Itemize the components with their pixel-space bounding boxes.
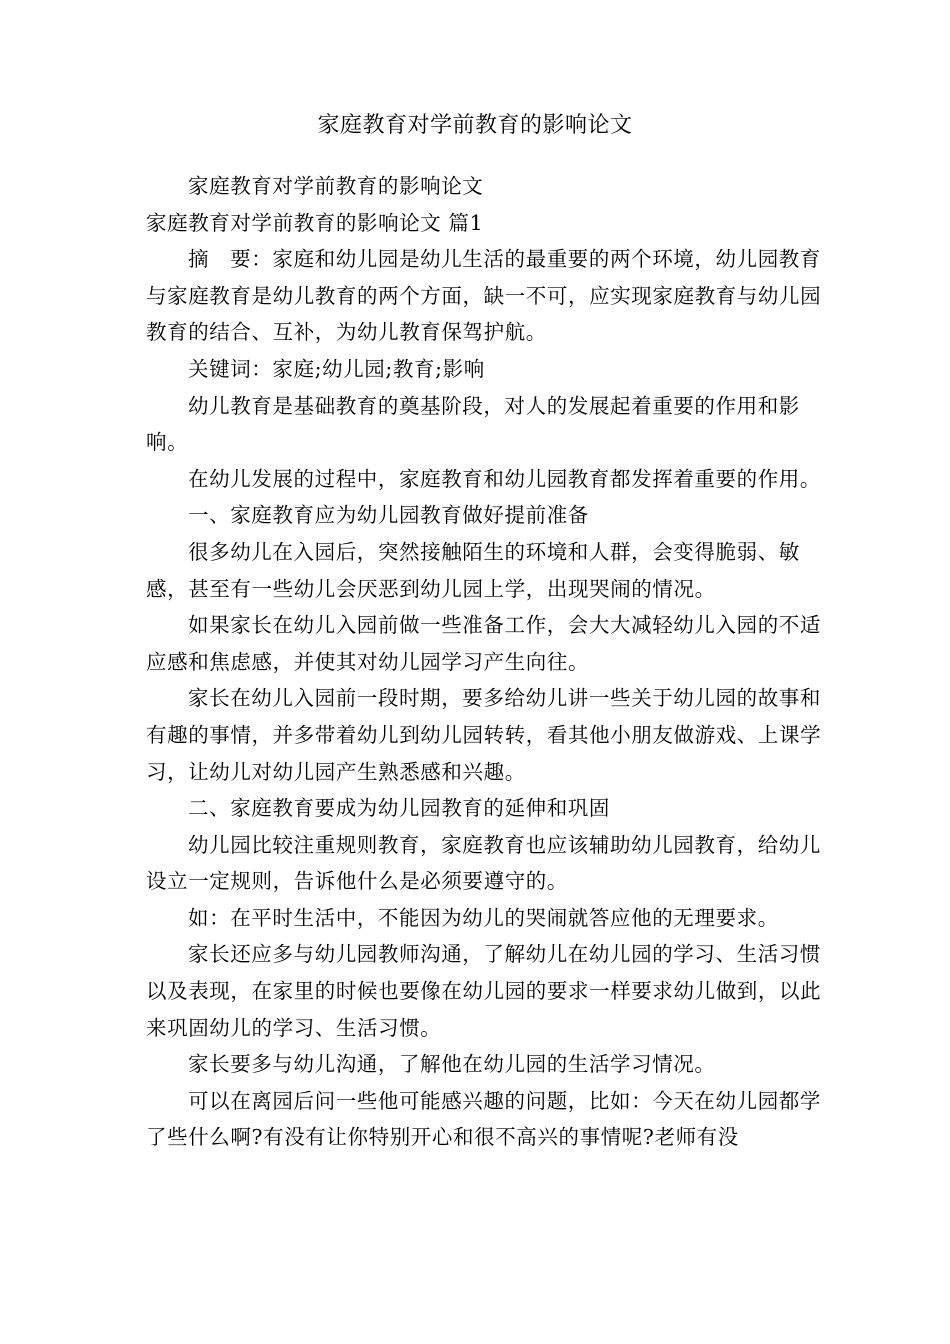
paragraph: 家长要多与幼儿沟通，了解他在幼儿园的生活学习情况。	[188, 1052, 716, 1077]
paragraph: 家长在幼儿入园前一段时期，要多给幼儿讲一些关于幼儿园的故事和有趣的事情，并多带着幼儿到幼儿园转转，看其他小朋友做游戏、上课学习，让幼儿对幼儿园产生熟悉感和兴趣。	[146, 686, 822, 784]
paragraph: 如果家长在幼儿入园前做一些准备工作，会大大减轻幼儿入园的不适应感和焦虑感，并使其对幼儿园学习产生向往。	[146, 613, 821, 674]
paragraph: 家庭教育对学前教育的影响论文	[188, 174, 484, 198]
section-heading: 二、家庭教育要成为幼儿园教育的延伸和巩固	[188, 796, 610, 821]
document-title: 家庭教育对学前教育的影响论文	[317, 113, 633, 138]
paragraph: 幼儿教育是基础教育的奠基阶段，对人的发展起着重要的作用和影响。	[146, 393, 800, 455]
section-heading: 一、家庭教育应为幼儿园教育做好提前准备	[188, 503, 589, 528]
abstract-paragraph: 摘 要：家庭和幼儿园是幼儿生活的最重要的两个环境，幼儿园教育与家庭教育是幼儿教育的两个方面，缺一不可，应实现家庭教育与幼儿园教育的结合、互补，为幼儿教育保驾护航。	[146, 247, 822, 345]
paragraph: 如：在平时生活中，不能因为幼儿的哭闹就答应他的无理要求。	[188, 905, 779, 930]
paragraph: 可以在离园后问一些他可能感兴趣的问题，比如：今天在幼儿园都学了些什么啊?有没有让你特别开心和很不高兴的事情呢?老师有没	[146, 1088, 821, 1150]
paragraph: 家庭教育对学前教育的影响论文 篇1	[146, 210, 484, 235]
paragraph: 在幼儿发展的过程中，家庭教育和幼儿园教育都发挥着重要的作用。	[188, 466, 821, 491]
document-body	[146, 168, 822, 1156]
paragraph: 幼儿园比较注重规则教育，家庭教育也应该辅助幼儿园教育，给幼儿设立一定规则，告诉他什么是必须要遵守的。	[146, 832, 821, 894]
paragraph: 很多幼儿在入园后，突然接触陌生的环境和人群，会变得脆弱、敏感，甚至有一些幼儿会厌恶到幼儿园上学，出现哭闹的情况。	[146, 539, 800, 601]
keywords-paragraph: 关键词：家庭;幼儿园;教育;影响	[188, 356, 485, 381]
paragraph: 家长还应多与幼儿园教师沟通，了解幼儿在幼儿园的学习、生活习惯以及表现，在家里的时候也要像在幼儿园的要求一样要求幼儿做到，以此来巩固幼儿的学习、生活习惯。	[146, 942, 822, 1040]
